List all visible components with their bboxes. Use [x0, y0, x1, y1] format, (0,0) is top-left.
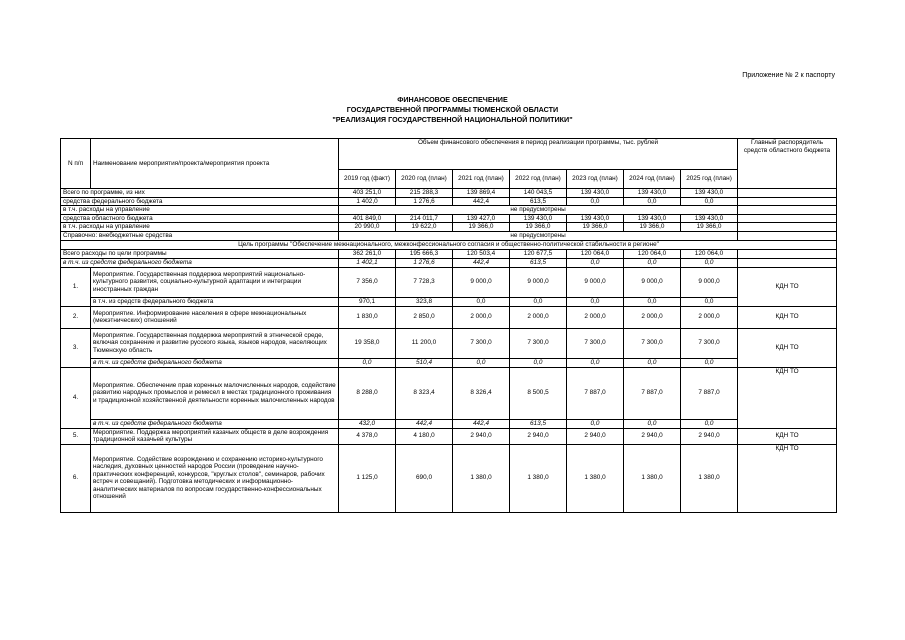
measure-num: 3.	[61, 328, 91, 367]
value-cell: 139 430,0	[624, 189, 681, 198]
value-cell: 323,8	[396, 297, 453, 306]
span-note: не предусмотрены	[339, 206, 738, 215]
value-cell: 215 288,3	[396, 189, 453, 198]
value-cell: 0,0	[567, 419, 624, 428]
financing-table	[60, 138, 837, 513]
value-cell: 7 356,0	[339, 267, 396, 297]
value-cell: 7 887,0	[567, 367, 624, 419]
value-cell: 19 366,0	[567, 223, 624, 232]
value-cell: 7 300,0	[510, 328, 567, 358]
empty-cell	[738, 258, 837, 267]
value-cell: 0,0	[567, 297, 624, 306]
empty-cell	[738, 249, 837, 258]
value-cell: 0,0	[681, 258, 738, 267]
measure-row	[61, 267, 837, 297]
measure-manager: КДН ТО	[738, 328, 837, 367]
value-cell: 19 622,0	[396, 223, 453, 232]
value-cell: 139 430,0	[567, 214, 624, 223]
measure-num: 4.	[61, 367, 91, 428]
value-cell: 0,0	[624, 297, 681, 306]
summary-label: средства областного бюджета	[61, 214, 339, 223]
year-header: 2024 год (план)	[624, 170, 681, 189]
value-cell: 139 430,0	[681, 189, 738, 198]
value-cell: 19 366,0	[681, 223, 738, 232]
value-cell: 9 000,0	[567, 267, 624, 297]
value-cell: 9 000,0	[624, 267, 681, 297]
value-cell: 0,0	[681, 358, 738, 367]
sub-label: в т.ч. из средств федерального бюджета	[91, 358, 339, 367]
value-cell: 0,0	[510, 297, 567, 306]
value-cell: 19 358,0	[339, 328, 396, 358]
document-title	[0, 95, 905, 125]
value-cell: 0,0	[567, 258, 624, 267]
value-cell: 8 500,5	[510, 367, 567, 419]
value-cell: 139 430,0	[510, 214, 567, 223]
value-cell: 1 276,6	[396, 258, 453, 267]
value-cell: 214 011,7	[396, 214, 453, 223]
value-cell: 7 300,0	[624, 328, 681, 358]
value-cell: 2 000,0	[453, 306, 510, 328]
empty-cell	[738, 231, 837, 240]
value-cell: 432,0	[339, 419, 396, 428]
empty-cell	[738, 223, 837, 232]
measure-text: Мероприятие. Содействие возрождению и сохранению историко-культурного наследия, духовных ценностей народов России (проведение научно-практических конференций, конкурсов, "круглых столов", семинаров, рабочих встреч и совещаний). Подготовка методических и информационно-аналитических материалов по вопросам государственно-конфессиональных отношений	[91, 444, 339, 512]
value-cell: 613,5	[510, 258, 567, 267]
value-cell: 970,1	[339, 297, 396, 306]
value-cell: 120 064,0	[567, 249, 624, 258]
measure-row	[61, 428, 837, 444]
value-cell: 8 326,4	[453, 367, 510, 419]
measure-num: 5.	[61, 428, 91, 444]
empty-cell	[738, 206, 837, 215]
value-cell: 2 000,0	[624, 306, 681, 328]
value-cell: 2 940,0	[567, 428, 624, 444]
value-cell: 1 125,0	[339, 444, 396, 512]
value-cell: 8 323,4	[396, 367, 453, 419]
measure-sub-row	[61, 297, 837, 306]
measure-row	[61, 367, 837, 419]
value-cell: 7 887,0	[624, 367, 681, 419]
value-cell: 0,0	[624, 358, 681, 367]
year-header: 2020 год (план)	[396, 170, 453, 189]
value-cell: 120 064,0	[624, 249, 681, 258]
measure-text: Мероприятие. Поддержка мероприятий казачьих обществ в деле возрождения традиционной казачьей культуры	[91, 428, 339, 444]
goal-text: Цель программы "Обеспечение межнационального, межконфессионального согласия и общественно-политической стабильности в регионе"	[61, 240, 837, 249]
measure-text: Мероприятие. Информирование населения в сфере межнациональных (межэтнических) отношений	[91, 306, 339, 328]
empty-cell	[738, 197, 837, 206]
summary-row	[61, 197, 837, 206]
summary-row	[61, 214, 837, 223]
measure-manager: КДН ТО	[738, 267, 837, 306]
title-line: "РЕАЛИЗАЦИЯ ГОСУДАРСТВЕННОЙ НАЦИОНАЛЬНОЙ ПОЛИТИКИ"	[332, 115, 573, 124]
value-cell: 4 180,0	[396, 428, 453, 444]
value-cell: 0,0	[681, 297, 738, 306]
value-cell: 613,5	[510, 419, 567, 428]
value-cell: 2 940,0	[681, 428, 738, 444]
goal-total-row	[61, 249, 837, 258]
value-cell: 1 380,0	[453, 444, 510, 512]
value-cell: 2 940,0	[510, 428, 567, 444]
measure-num: 2.	[61, 306, 91, 328]
value-cell: 1 380,0	[624, 444, 681, 512]
value-cell: 19 366,0	[453, 223, 510, 232]
measure-manager: КДН ТО	[738, 428, 837, 444]
measure-text: Мероприятие. Обеспечение прав коренных малочисленных народов, содействие развитию народных промыслов и ремесел в местах традиционного проживания и традиционной хозяйственной деятельности коренных малочисленных народов	[91, 367, 339, 419]
summary-label: в т.ч. расходы на управление	[61, 206, 339, 215]
value-cell: 0,0	[624, 258, 681, 267]
value-cell: 139 430,0	[624, 214, 681, 223]
header-num: N п/п	[61, 139, 91, 189]
value-cell: 510,4	[396, 358, 453, 367]
value-cell: 1 276,6	[396, 197, 453, 206]
span-note: не предусмотрены	[339, 231, 738, 240]
value-cell: 195 666,3	[396, 249, 453, 258]
measure-row	[61, 444, 837, 512]
value-cell: 1 380,0	[681, 444, 738, 512]
goal-row	[61, 240, 837, 249]
summary-row	[61, 231, 837, 240]
value-cell: 0,0	[453, 297, 510, 306]
value-cell: 442,4	[396, 419, 453, 428]
value-cell: 0,0	[510, 358, 567, 367]
value-cell: 2 850,0	[396, 306, 453, 328]
measure-manager: КДН ТО	[738, 444, 837, 512]
summary-row	[61, 206, 837, 215]
empty-cell	[738, 189, 837, 198]
value-cell: 403 251,0	[339, 189, 396, 198]
sub-label: в т.ч. из средств федерального бюджета	[91, 419, 339, 428]
value-cell: 1 380,0	[567, 444, 624, 512]
value-cell: 19 366,0	[624, 223, 681, 232]
measure-text: Мероприятие. Государственная поддержка мероприятий в этнической среде, включая сохранение и развитие русского языка, языков народов, населяющих Тюменскую область	[91, 328, 339, 358]
goal-total-label: в т.ч. из средств федерального бюджета	[61, 258, 339, 267]
header-name: Наименование мероприятия/проекта/мероприятия проекта	[91, 139, 339, 189]
value-cell: 690,0	[396, 444, 453, 512]
sub-label: в т.ч. из средств федерального бюджета	[91, 297, 339, 306]
summary-label: Всего по программе, из них	[61, 189, 339, 198]
annex-note: Приложение № 2 к паспорту	[742, 72, 835, 79]
value-cell: 0,0	[681, 419, 738, 428]
value-cell: 139 430,0	[567, 189, 624, 198]
header-volume: Объем финансового обеспечения в период реализации программы, тыс. рублей	[339, 139, 738, 170]
value-cell: 613,5	[510, 197, 567, 206]
goal-total-label: Всего расходы по цели программы	[61, 249, 339, 258]
value-cell: 9 000,0	[510, 267, 567, 297]
summary-label: в т.ч. расходы на управление	[61, 223, 339, 232]
value-cell: 139 430,0	[681, 214, 738, 223]
value-cell: 2 000,0	[567, 306, 624, 328]
value-cell: 1 402,1	[339, 258, 396, 267]
value-cell: 7 887,0	[681, 367, 738, 419]
value-cell: 442,4	[453, 197, 510, 206]
value-cell: 7 300,0	[681, 328, 738, 358]
value-cell: 401 849,0	[339, 214, 396, 223]
header-row	[61, 139, 837, 170]
title-line: ФИНАНСОВОЕ ОБЕСПЕЧЕНИЕ	[397, 95, 508, 104]
year-header: 2019 год (факт)	[339, 170, 396, 189]
summary-label: Справочно: внебюджетные средства	[61, 231, 339, 240]
value-cell: 0,0	[339, 358, 396, 367]
value-cell: 1 830,0	[339, 306, 396, 328]
value-cell: 9 000,0	[681, 267, 738, 297]
year-header: 2022 год (план)	[510, 170, 567, 189]
summary-row	[61, 189, 837, 198]
value-cell: 442,4	[453, 258, 510, 267]
value-cell: 2 940,0	[453, 428, 510, 444]
measure-text: Мероприятие. Государственная поддержка мероприятий национально-культурного развития, социально-культурной адаптации и интеграции иностранных граждан	[91, 267, 339, 297]
title-line: ГОСУДАРСТВЕННОЙ ПРОГРАММЫ ТЮМЕНСКОЙ ОБЛАСТИ	[346, 105, 559, 114]
value-cell: 0,0	[624, 419, 681, 428]
value-cell: 2 940,0	[624, 428, 681, 444]
value-cell: 139 869,4	[453, 189, 510, 198]
year-header: 2021 год (план)	[453, 170, 510, 189]
value-cell: 9 000,0	[453, 267, 510, 297]
value-cell: 19 366,0	[510, 223, 567, 232]
measure-num: 1.	[61, 267, 91, 306]
value-cell: 2 000,0	[681, 306, 738, 328]
value-cell: 362 261,0	[339, 249, 396, 258]
goal-total-row	[61, 258, 837, 267]
measure-manager: КДН ТО	[738, 306, 837, 328]
measure-row	[61, 328, 837, 358]
value-cell: 120 677,5	[510, 249, 567, 258]
value-cell: 11 200,0	[396, 328, 453, 358]
value-cell: 7 300,0	[453, 328, 510, 358]
value-cell: 139 427,0	[453, 214, 510, 223]
value-cell: 0,0	[681, 197, 738, 206]
value-cell: 0,0	[567, 197, 624, 206]
measure-sub-row	[61, 419, 837, 428]
value-cell: 20 990,0	[339, 223, 396, 232]
measure-sub-row	[61, 358, 837, 367]
value-cell: 120 503,4	[453, 249, 510, 258]
year-header: 2023 год (план)	[567, 170, 624, 189]
value-cell: 0,0	[453, 358, 510, 367]
year-header: 2025 год (план)	[681, 170, 738, 189]
measure-row	[61, 306, 837, 328]
value-cell: 0,0	[624, 197, 681, 206]
measure-num: 6.	[61, 444, 91, 512]
summary-label: средства федерального бюджета	[61, 197, 339, 206]
value-cell: 442,4	[453, 419, 510, 428]
empty-cell	[738, 214, 837, 223]
value-cell: 140 043,5	[510, 189, 567, 198]
value-cell: 4 378,0	[339, 428, 396, 444]
value-cell: 7 728,3	[396, 267, 453, 297]
value-cell: 2 000,0	[510, 306, 567, 328]
value-cell: 120 064,0	[681, 249, 738, 258]
header-manager: Главный распорядитель средств областного бюджета	[738, 139, 837, 189]
value-cell: 7 300,0	[567, 328, 624, 358]
measure-manager: КДН ТО	[738, 367, 837, 428]
value-cell: 8 288,0	[339, 367, 396, 419]
value-cell: 1 402,0	[339, 197, 396, 206]
summary-row	[61, 223, 837, 232]
value-cell: 1 380,0	[510, 444, 567, 512]
value-cell: 0,0	[567, 358, 624, 367]
